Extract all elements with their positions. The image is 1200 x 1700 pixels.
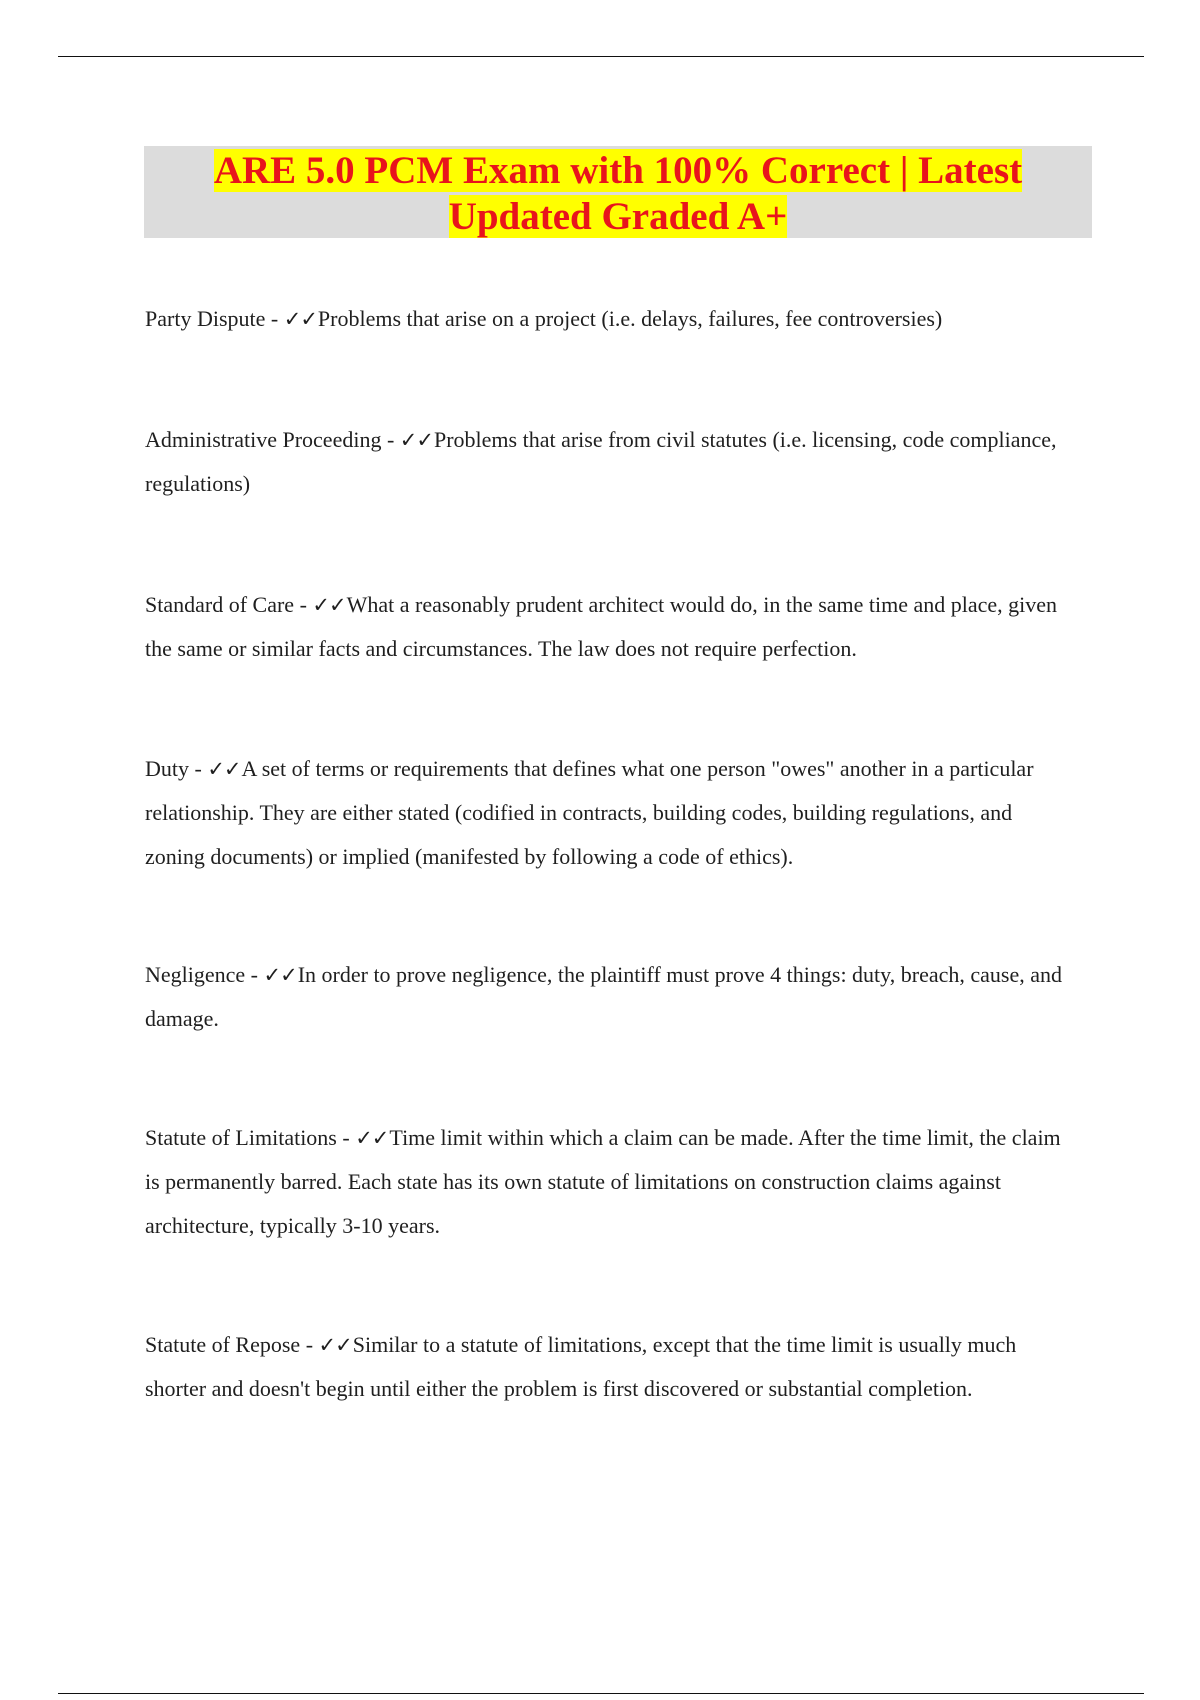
entry-term: Administrative Proceeding bbox=[145, 427, 382, 452]
entry-term: Duty bbox=[145, 756, 189, 781]
entry-separator: - bbox=[189, 756, 208, 781]
entry-party-dispute bbox=[145, 297, 1075, 341]
check-mark-icon: ✓✓ bbox=[283, 307, 317, 331]
entry-separator: - bbox=[294, 592, 313, 617]
top-rule bbox=[58, 56, 1144, 57]
entry-term: Standard of Care bbox=[145, 592, 295, 617]
entry-statute-of-repose bbox=[145, 1323, 1075, 1411]
document-title bbox=[144, 146, 1092, 238]
entry-statute-of-limitations bbox=[145, 1116, 1075, 1248]
entry-definition: What a reasonably prudent architect would do, in the same time and place, given the same or similar facts and circumstances. The law does not require perfection. bbox=[145, 592, 1058, 661]
entry-separator: - bbox=[381, 427, 400, 452]
entry-duty bbox=[145, 747, 1075, 879]
bottom-rule bbox=[58, 1693, 1144, 1694]
check-mark-icon: ✓✓ bbox=[312, 593, 346, 617]
check-mark-icon: ✓✓ bbox=[207, 757, 241, 781]
entry-definition: Similar to a statute of limitations, except that the time limit is usually much shorter and doesn't begin until either the problem is first discovered or substantial completion. bbox=[145, 1332, 1017, 1401]
entry-term: Statute of Repose bbox=[145, 1332, 301, 1357]
check-mark-icon: ✓✓ bbox=[318, 1333, 352, 1357]
entry-separator: - bbox=[300, 1332, 319, 1357]
entry-term: Negligence bbox=[145, 962, 246, 987]
entry-separator: - bbox=[336, 1125, 356, 1150]
entry-separator: - bbox=[245, 962, 264, 987]
entry-administrative-proceeding bbox=[145, 418, 1075, 506]
entry-definition: In order to prove negligence, the plaintiff must prove 4 things: duty, breach, cause, and damage. bbox=[145, 962, 1062, 1031]
entry-separator: - bbox=[265, 306, 284, 331]
entry-term: Statute of Limitations bbox=[145, 1125, 337, 1150]
entry-definition: Time limit within which a claim can be made. After the time limit, the claim is permanently barred. Each state has its own statute of limitations on construction claims against architecture, typically 3-10 years. bbox=[145, 1125, 1061, 1238]
entry-definition: Problems that arise from civil statutes (i.e. licensing, code compliance, regulations) bbox=[145, 427, 1057, 496]
check-mark-icon: ✓✓ bbox=[355, 1126, 389, 1150]
title-line-2: Updated Graded A+ bbox=[448, 195, 788, 238]
entry-definition: A set of terms or requirements that defines what one person "owes" another in a particular relationship. They are either stated (codified in contracts, building codes, building regulations, and zoning documents) or implied (manifested by following a code of ethics). bbox=[145, 756, 1034, 869]
entry-definition: Problems that arise on a project (i.e. delays, failures, fee controversies) bbox=[317, 306, 943, 331]
entry-term: Party Dispute bbox=[145, 306, 266, 331]
title-line-1: ARE 5.0 PCM Exam with 100% Correct | Latest bbox=[213, 149, 1023, 192]
entry-negligence bbox=[145, 953, 1075, 1041]
check-mark-icon: ✓✓ bbox=[263, 963, 297, 987]
entry-standard-of-care bbox=[145, 583, 1075, 671]
check-mark-icon: ✓✓ bbox=[399, 428, 433, 452]
